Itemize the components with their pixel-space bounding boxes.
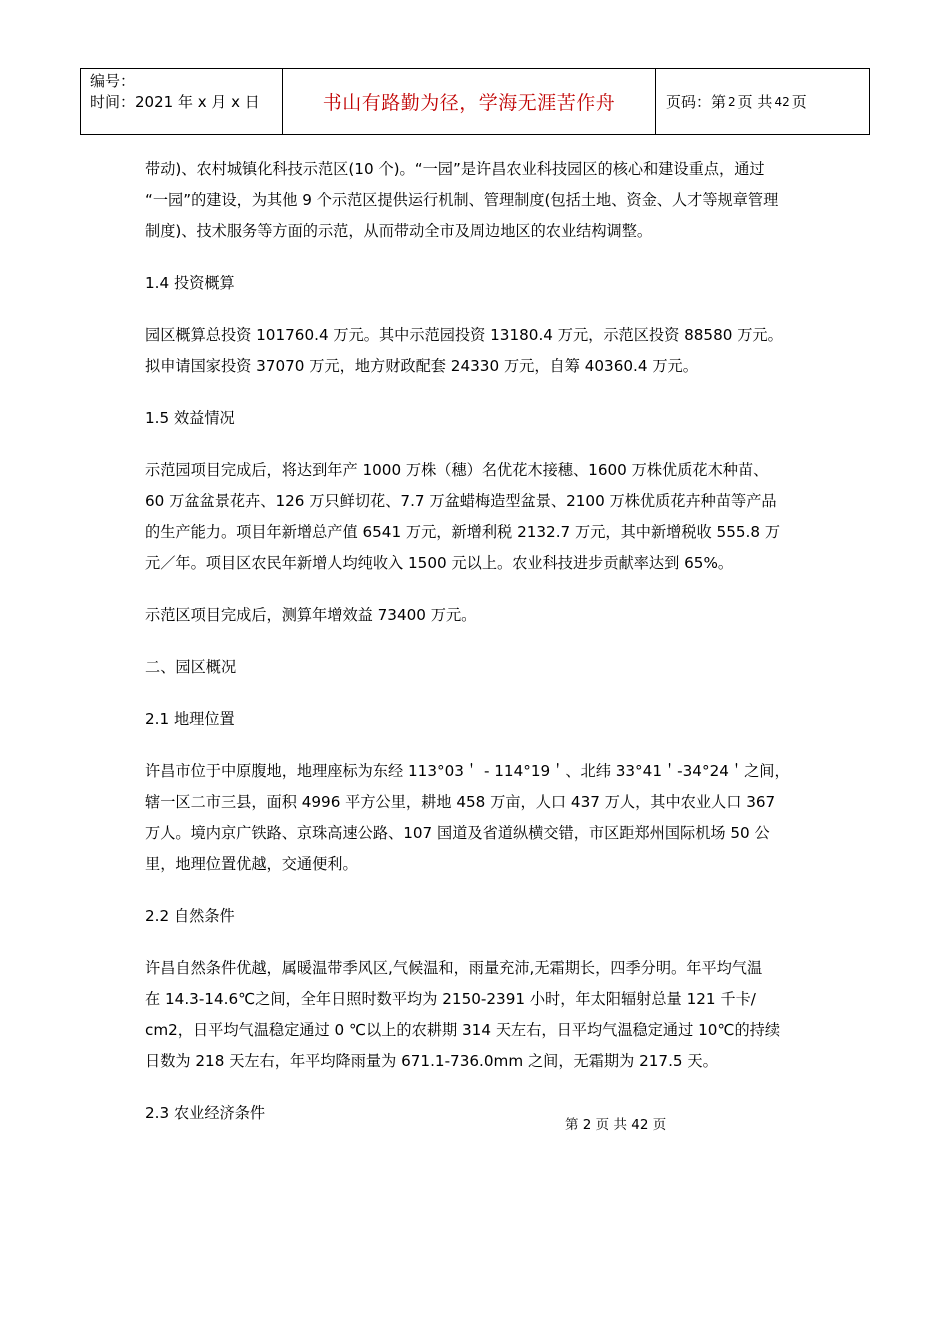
document-date-label: 时间：2021 年 x 月 x 日 (90, 93, 260, 111)
paragraph-line: cm2，日平均气温稳定通过 0 ℃以上的农耕期 314 天左右，日平均气温稳定通过 10℃的持续 (145, 1021, 781, 1039)
paragraph-line: “一园”的建设，为其他 9 个示范区提供运行机制、管理制度(包括土地、资金、人才等规章管理 (145, 191, 779, 209)
header-table (80, 68, 870, 135)
section-heading-2-2: 2.2 自然条件 (145, 907, 235, 925)
paragraph-line: 万人。境内京广铁路、京珠高速公路、107 国道及省道纵横交错，市区距郑州国际机场 50 公 (145, 824, 770, 842)
document-number-label: 编号： (90, 72, 136, 90)
paragraph-line: 示范区项目完成后，测算年增效益 73400 万元。 (145, 606, 477, 624)
paragraph-line: 的生产能力。项目年新增总产值 6541 万元，新增利税 2132.7 万元，其中新增税收 555.8 万 (145, 523, 781, 541)
chapter-heading-2: 二、园区概况 (145, 658, 237, 676)
page-current: 2 (728, 94, 736, 109)
header-motto: 书山有路勤为径，学海无涯苦作舟 (322, 92, 616, 114)
paragraph-line: 辖一区二市三县，面积 4996 平方公里，耕地 458 万亩，人口 437 万人，其中农业人口 367 (145, 793, 776, 811)
paragraph-line: 元／年。项目区农民年新增人均纯收入 1500 元以上。农业科技进步贡献率达到 65%。 (145, 554, 734, 572)
paragraph-line: 园区概算总投资 101760.4 万元。其中示范园投资 13180.4 万元，示范区投资 88580 万元。 (145, 326, 783, 344)
page-prefix: 页码：第 (666, 93, 727, 111)
section-heading-2-3: 2.3 农业经济条件 (145, 1104, 266, 1122)
page-mid: 页 共 (737, 93, 773, 111)
section-heading-1-5: 1.5 效益情况 (145, 409, 235, 427)
header-motto-cell (283, 69, 656, 134)
paragraph-line: 60 万盆盆景花卉、126 万只鲜切花、7.7 万盆蜡梅造型盆景、2100 万株优质花卉种苗等产品 (145, 492, 777, 510)
section-heading-2-1: 2.1 地理位置 (145, 710, 235, 728)
paragraph-line: 示范园项目完成后，将达到年产 1000 万株（穗）名优花木接穗、1600 万株优质花木种苗、 (145, 461, 769, 479)
paragraph-line: 里，地理位置优越，交通便利。 (145, 855, 358, 873)
paragraph-line: 拟申请国家投资 37070 万元，地方财政配套 24330 万元，自筹 40360.4 万元。 (145, 357, 698, 375)
document-body (145, 154, 825, 1129)
paragraph-line: 许昌自然条件优越，属暖温带季风区,气候温和，雨量充沛,无霜期长，四季分明。年平均气温 (145, 959, 763, 977)
paragraph-line: 在 14.3-14.6℃之间，全年日照时数平均为 2150-2391 小时，年太阳辐射总量 121 千卡/ (145, 990, 756, 1008)
paragraph-line: 日数为 218 天左右，年平均降雨量为 671.1-736.0mm 之间，无霜期为 217.5 天。 (145, 1052, 718, 1070)
page-suffix: 页 (791, 93, 807, 111)
paragraph-line: 制度)、技术服务等方面的示范，从而带动全市及周边地区的农业结构调整。 (145, 222, 653, 240)
footer-page-number: 第 2 页 共 42 页 (565, 1117, 667, 1133)
page-total: 42 (774, 94, 790, 109)
paragraph-line: 带动)、农村城镇化科技示范区(10 个)。“一园”是许昌农业科技园区的核心和建设重点，通过 (145, 160, 765, 178)
section-heading-1-4: 1.4 投资概算 (145, 274, 235, 292)
paragraph-line: 许昌市位于中原腹地，地理座标为东经 113°03＇ - 114°19＇、北纬 33°41＇-34°24＇之间， (145, 762, 790, 780)
header-page-cell (656, 69, 869, 134)
header-meta-cell (81, 69, 283, 134)
